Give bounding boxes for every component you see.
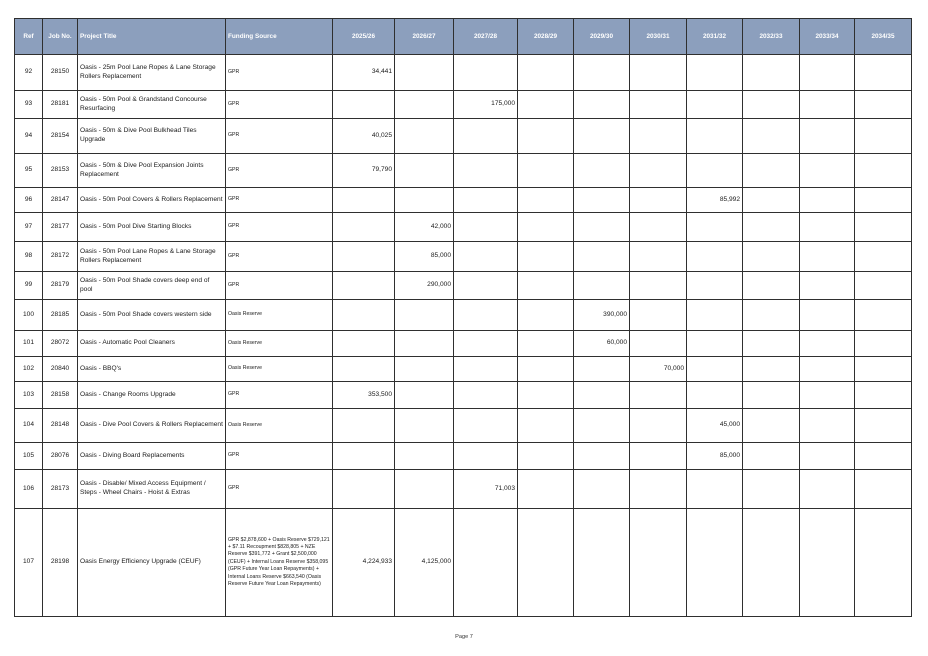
cell-year-value [855, 91, 912, 119]
cell-year-value [800, 382, 855, 409]
cell-year-value [630, 91, 687, 119]
cell-year-value [574, 242, 630, 272]
cell-project-title: Oasis - 50m Pool Dive Starting Blocks [78, 213, 226, 242]
cell-year-value [743, 443, 800, 470]
cell-year-value [687, 331, 743, 357]
cell-year-value: 45,000 [687, 409, 743, 443]
cell-year-value [687, 119, 743, 154]
table-row [15, 382, 912, 409]
cell-ref: 94 [15, 119, 43, 154]
cell-year-value [630, 55, 687, 91]
cell-year-value [743, 509, 800, 617]
table-row [15, 509, 912, 617]
cell-ref: 100 [15, 300, 43, 331]
cell-year-value: 34,441 [333, 55, 395, 91]
header-project-title: Project Title [78, 19, 226, 55]
cell-year-value: 42,000 [395, 213, 454, 242]
cell-year-value [743, 154, 800, 188]
cell-year-value [743, 470, 800, 509]
cell-ref: 92 [15, 55, 43, 91]
cell-year-value [395, 154, 454, 188]
cell-funding-source: Oasis Reserve [226, 331, 333, 357]
cell-year-value [518, 382, 574, 409]
cell-project-title: Oasis - Disable/ Mixed Access Equipment / Steps - Wheel Chairs - Hoist & Extras [78, 470, 226, 509]
cell-year-value [687, 242, 743, 272]
cell-ref: 103 [15, 382, 43, 409]
cell-year-value: 79,790 [333, 154, 395, 188]
cell-year-value [743, 91, 800, 119]
table-row [15, 443, 912, 470]
cell-year-value: 71,003 [454, 470, 518, 509]
header-ref: Ref [15, 19, 43, 55]
table-row [15, 154, 912, 188]
cell-job-no: 28179 [43, 272, 78, 300]
header-2034-35: 2034/35 [855, 19, 912, 55]
cell-project-title: Oasis - BBQ's [78, 357, 226, 382]
cell-job-no: 28072 [43, 331, 78, 357]
cell-job-no: 28158 [43, 382, 78, 409]
header-2033-34: 2033/34 [800, 19, 855, 55]
cell-ref: 97 [15, 213, 43, 242]
cell-year-value [574, 382, 630, 409]
cell-year-value [333, 409, 395, 443]
cell-year-value [743, 188, 800, 213]
cell-project-title: Oasis - 50m Pool & Grandstand Concourse Resurfacing [78, 91, 226, 119]
cell-year-value [454, 300, 518, 331]
cell-year-value [574, 509, 630, 617]
cell-year-value [743, 382, 800, 409]
cell-year-value [630, 443, 687, 470]
cell-year-value [333, 300, 395, 331]
cell-year-value: 60,000 [574, 331, 630, 357]
header-2026-27: 2026/27 [395, 19, 454, 55]
cell-year-value [333, 242, 395, 272]
cell-year-value [855, 331, 912, 357]
cell-ref: 105 [15, 443, 43, 470]
cell-ref: 93 [15, 91, 43, 119]
cell-year-value [395, 357, 454, 382]
cell-year-value [574, 119, 630, 154]
cell-year-value [454, 213, 518, 242]
cell-funding-source: GPR [226, 119, 333, 154]
cell-project-title: Oasis - 50m & Dive Pool Bulkhead Tiles Upgrade [78, 119, 226, 154]
cell-year-value [800, 300, 855, 331]
cell-year-value [395, 470, 454, 509]
cell-year-value [855, 509, 912, 617]
header-2030-31: 2030/31 [630, 19, 687, 55]
table-row [15, 409, 912, 443]
cell-funding-source: GPR [226, 213, 333, 242]
cell-year-value: 40,025 [333, 119, 395, 154]
cell-project-title: Oasis - 50m & Dive Pool Expansion Joints Replacement [78, 154, 226, 188]
cell-year-value [800, 154, 855, 188]
cell-year-value [800, 357, 855, 382]
cell-year-value [395, 188, 454, 213]
cell-year-value: 85,992 [687, 188, 743, 213]
cell-ref: 99 [15, 272, 43, 300]
header-2028-29: 2028/29 [518, 19, 574, 55]
table-row [15, 300, 912, 331]
cell-year-value [800, 242, 855, 272]
cell-job-no: 28153 [43, 154, 78, 188]
cell-year-value [855, 213, 912, 242]
cell-year-value [800, 55, 855, 91]
cell-year-value [574, 357, 630, 382]
cell-year-value [687, 470, 743, 509]
table-row [15, 213, 912, 242]
cell-year-value [855, 470, 912, 509]
cell-year-value [395, 91, 454, 119]
cell-project-title: Oasis - Dive Pool Covers & Rollers Replacement [78, 409, 226, 443]
cell-year-value [454, 55, 518, 91]
cell-year-value [333, 213, 395, 242]
cell-year-value [454, 409, 518, 443]
cell-year-value: 353,500 [333, 382, 395, 409]
cell-funding-source: GPR $2,878,600 + Oasis Reserve $729,121 + $7.11 Recoupment $828,805 + NZE Reserve $391,772 + Grant $2,500,000 (CEUF) + Internal Loans Reserve $358,095 (GPR Future Year Loan Repayments) + Internal Loans Reserve $663,540 (Oasis Reserve Future Year Loan Repayments) [226, 509, 333, 617]
cell-year-value [855, 409, 912, 443]
cell-year-value [395, 300, 454, 331]
cell-year-value [454, 443, 518, 470]
cell-year-value [687, 91, 743, 119]
header-2032-33: 2032/33 [743, 19, 800, 55]
cell-year-value [333, 188, 395, 213]
cell-job-no: 28172 [43, 242, 78, 272]
cell-year-value [687, 509, 743, 617]
cell-project-title: Oasis Energy Efficiency Upgrade (CEUF) [78, 509, 226, 617]
cell-year-value [518, 470, 574, 509]
cell-project-title: Oasis - 50m Pool Covers & Rollers Replacement [78, 188, 226, 213]
cell-year-value [630, 409, 687, 443]
cell-year-value [855, 357, 912, 382]
cell-year-value [518, 119, 574, 154]
cell-project-title: Oasis - Automatic Pool Cleaners [78, 331, 226, 357]
cell-project-title: Oasis - 25m Pool Lane Ropes & Lane Storage Rollers Replacement [78, 55, 226, 91]
cell-year-value: 70,000 [630, 357, 687, 382]
cell-funding-source: GPR [226, 443, 333, 470]
cell-year-value [574, 91, 630, 119]
cell-year-value [574, 213, 630, 242]
cell-year-value [518, 331, 574, 357]
cell-year-value [518, 409, 574, 443]
cell-ref: 104 [15, 409, 43, 443]
cell-year-value [855, 443, 912, 470]
cell-funding-source: GPR [226, 382, 333, 409]
cell-year-value [333, 331, 395, 357]
cell-year-value [454, 188, 518, 213]
table-row [15, 188, 912, 213]
cell-job-no: 28154 [43, 119, 78, 154]
cell-ref: 107 [15, 509, 43, 617]
cell-year-value [855, 382, 912, 409]
cell-year-value [743, 409, 800, 443]
cell-year-value: 175,000 [454, 91, 518, 119]
cell-year-value [743, 272, 800, 300]
cell-year-value [800, 119, 855, 154]
cell-year-value [855, 300, 912, 331]
cell-year-value [518, 213, 574, 242]
cell-year-value [855, 242, 912, 272]
cell-year-value [333, 91, 395, 119]
cell-year-value [630, 470, 687, 509]
cell-year-value [395, 382, 454, 409]
cell-year-value: 85,000 [395, 242, 454, 272]
cell-year-value [333, 443, 395, 470]
cell-year-value [518, 357, 574, 382]
cell-year-value [333, 272, 395, 300]
cell-year-value [574, 55, 630, 91]
cell-year-value [630, 382, 687, 409]
header-2025-26: 2025/26 [333, 19, 395, 55]
cell-year-value: 4,224,933 [333, 509, 395, 617]
cell-year-value [395, 331, 454, 357]
cell-year-value [800, 188, 855, 213]
cell-year-value [743, 357, 800, 382]
cell-year-value [518, 509, 574, 617]
cell-job-no: 28147 [43, 188, 78, 213]
cell-job-no: 20840 [43, 357, 78, 382]
cell-job-no: 28076 [43, 443, 78, 470]
cell-job-no: 28185 [43, 300, 78, 331]
cell-year-value [630, 154, 687, 188]
table-header-row [15, 19, 912, 55]
table-row [15, 357, 912, 382]
cell-year-value [743, 119, 800, 154]
table-row [15, 119, 912, 154]
cell-year-value [454, 331, 518, 357]
table-row [15, 272, 912, 300]
cell-year-value [743, 300, 800, 331]
cell-year-value [518, 91, 574, 119]
cell-year-value [687, 55, 743, 91]
cell-year-value [395, 119, 454, 154]
cell-year-value: 290,000 [395, 272, 454, 300]
cell-year-value [687, 382, 743, 409]
cell-funding-source: GPR [226, 188, 333, 213]
cell-job-no: 28181 [43, 91, 78, 119]
cell-ref: 106 [15, 470, 43, 509]
cell-funding-source: GPR [226, 154, 333, 188]
cell-year-value [454, 154, 518, 188]
cell-funding-source: GPR [226, 91, 333, 119]
cell-job-no: 28177 [43, 213, 78, 242]
cell-job-no: 28198 [43, 509, 78, 617]
cell-year-value [687, 272, 743, 300]
cell-funding-source: GPR [226, 470, 333, 509]
cell-ref: 101 [15, 331, 43, 357]
table-row [15, 242, 912, 272]
header-job-no: Job No. [43, 19, 78, 55]
cell-funding-source: Oasis Reserve [226, 409, 333, 443]
cell-year-value [687, 213, 743, 242]
table-row [15, 55, 912, 91]
cell-project-title: Oasis - 50m Pool Shade covers western side [78, 300, 226, 331]
cell-year-value [333, 470, 395, 509]
cell-ref: 95 [15, 154, 43, 188]
cell-year-value [518, 242, 574, 272]
cell-project-title: Oasis - Diving Board Replacements [78, 443, 226, 470]
cell-year-value [630, 213, 687, 242]
cell-year-value [800, 509, 855, 617]
page-number: Page 7 [455, 634, 473, 640]
cell-year-value [743, 213, 800, 242]
cell-year-value [687, 357, 743, 382]
cell-year-value [630, 509, 687, 617]
cell-year-value [518, 154, 574, 188]
header-2031-32: 2031/32 [687, 19, 743, 55]
cell-year-value [630, 188, 687, 213]
cell-year-value [855, 272, 912, 300]
cell-year-value [800, 443, 855, 470]
cell-year-value [454, 509, 518, 617]
cell-year-value [454, 242, 518, 272]
header-2029-30: 2029/30 [574, 19, 630, 55]
cell-year-value [800, 331, 855, 357]
cell-funding-source: GPR [226, 272, 333, 300]
capital-works-table [14, 18, 912, 617]
cell-year-value [630, 272, 687, 300]
cell-year-value [574, 272, 630, 300]
cell-year-value [855, 188, 912, 213]
cell-job-no: 28150 [43, 55, 78, 91]
cell-year-value [800, 409, 855, 443]
cell-funding-source: GPR [226, 242, 333, 272]
cell-year-value [518, 188, 574, 213]
cell-year-value: 390,000 [574, 300, 630, 331]
cell-year-value [574, 409, 630, 443]
cell-funding-source: Oasis Reserve [226, 357, 333, 382]
cell-year-value: 85,000 [687, 443, 743, 470]
cell-project-title: Oasis - Change Rooms Upgrade [78, 382, 226, 409]
cell-year-value [800, 470, 855, 509]
cell-funding-source: GPR [226, 55, 333, 91]
cell-year-value [800, 213, 855, 242]
cell-year-value [800, 272, 855, 300]
cell-year-value [333, 357, 395, 382]
cell-year-value [454, 119, 518, 154]
table-row [15, 470, 912, 509]
cell-year-value [687, 300, 743, 331]
cell-year-value [574, 154, 630, 188]
header-funding-source: Funding Source [226, 19, 333, 55]
cell-year-value [855, 119, 912, 154]
cell-year-value [743, 242, 800, 272]
cell-year-value [574, 443, 630, 470]
cell-year-value [518, 272, 574, 300]
table-row [15, 91, 912, 119]
cell-year-value [743, 55, 800, 91]
cell-ref: 102 [15, 357, 43, 382]
cell-year-value [395, 443, 454, 470]
cell-project-title: Oasis - 50m Pool Shade covers deep end of pool [78, 272, 226, 300]
cell-year-value [855, 154, 912, 188]
cell-job-no: 28173 [43, 470, 78, 509]
cell-year-value [454, 272, 518, 300]
cell-year-value [800, 91, 855, 119]
cell-year-value [630, 242, 687, 272]
cell-year-value [574, 188, 630, 213]
cell-year-value [574, 470, 630, 509]
cell-year-value [518, 55, 574, 91]
cell-year-value: 4,125,000 [395, 509, 454, 617]
cell-year-value [630, 331, 687, 357]
cell-year-value [454, 357, 518, 382]
cell-ref: 96 [15, 188, 43, 213]
cell-job-no: 28148 [43, 409, 78, 443]
cell-year-value [518, 300, 574, 331]
cell-year-value [855, 55, 912, 91]
cell-year-value [687, 154, 743, 188]
header-2027-28: 2027/28 [454, 19, 518, 55]
cell-year-value [518, 443, 574, 470]
cell-project-title: Oasis - 50m Pool Lane Ropes & Lane Storage Rollers Replacement [78, 242, 226, 272]
table-row [15, 331, 912, 357]
cell-year-value [743, 331, 800, 357]
cell-year-value [630, 300, 687, 331]
cell-year-value [630, 119, 687, 154]
cell-ref: 98 [15, 242, 43, 272]
cell-year-value [395, 409, 454, 443]
cell-year-value [395, 55, 454, 91]
cell-funding-source: Oasis Reserve [226, 300, 333, 331]
cell-year-value [454, 382, 518, 409]
